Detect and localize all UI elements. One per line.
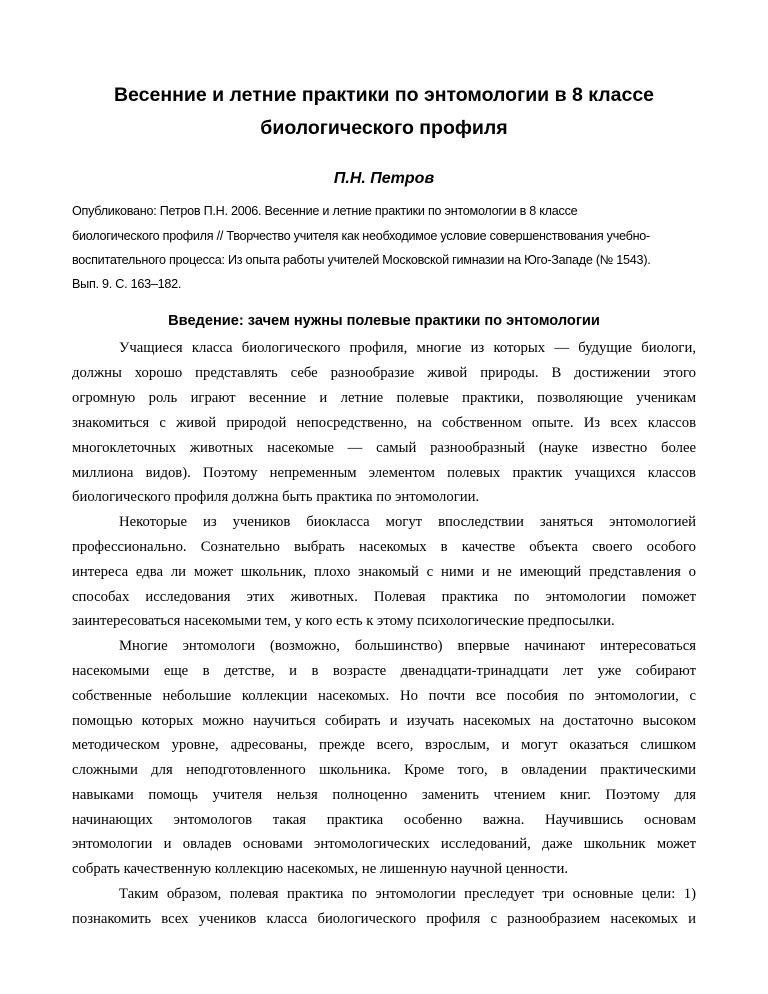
- body-text-line: познакомить всех учеников класса биологического профиля с разнообразием насекомых и: [72, 911, 696, 927]
- publication-line: биологического профиля // Творчество учителя как необходимое условие совершенствования учебно-: [72, 229, 650, 243]
- body-text-line: Таким образом, полевая практика по энтомологии преследует три основные цели: 1): [119, 886, 696, 902]
- body-text-line: навыками помощь учителя нельзя полноценно заменить чтением книг. Поэтому для: [72, 787, 696, 803]
- body-text-line: Многие энтомологи (возможно, большинство) впервые начинают интересоваться: [119, 638, 696, 654]
- body-text-line: собственные небольшие коллекции насекомых. Но почти все пособия по энтомологии, с: [72, 688, 696, 704]
- document-title-line-2: биологического профиля: [260, 117, 508, 139]
- document-title-line-1: Весенние и летние практики по энтомологии в 8 классе: [113, 84, 655, 106]
- author-name: П.Н. Петров: [333, 170, 435, 187]
- publication-line: Вып. 9. С. 163–182.: [72, 277, 182, 291]
- body-text-line: заинтересоваться насекомыми тем, у кого есть к этому психологические предпосылки.: [72, 613, 615, 629]
- body-text-line: знакомиться с живой природой непосредственно, на собственном опыте. Из всех классов: [72, 415, 696, 431]
- body-text-line: собрать качественную коллекцию насекомых, не лишенную научной ценности.: [72, 861, 569, 877]
- body-text-line: помощью которых можно научиться собирать и изучать насекомых на достаточно высоком: [72, 713, 696, 729]
- section-heading: Введение: зачем нужны полевые практики по энтомологии: [168, 313, 600, 329]
- body-text-line: интереса едва ли может школьник, плохо знакомый с ними и не имеющий представления о: [72, 564, 696, 580]
- body-text-line: миллиона видов). Поэтому непременным элементом полевых практик учащихся классов: [72, 465, 696, 481]
- body-text-line: начинающих энтомологов такая практика особенно важна. Научившись основам: [72, 812, 696, 828]
- body-text-line: биологического профиля должна быть практика по энтомологии.: [72, 489, 480, 505]
- body-text-line: многоклеточных животных насекомые — самый разнообразный (науке известно более: [72, 440, 696, 456]
- publication-line: воспитательного процесса: Из опыта работы учителей Московской гимназии на Юго-Западе (№ 1543).: [72, 253, 651, 267]
- body-text-line: способах исследования этих животных. Полевая практика по энтомологии поможет: [72, 589, 696, 605]
- body-text-line: Учащиеся класса биологического профиля, многие из которых — будущие биологи,: [119, 340, 696, 356]
- body-text-line: огромную роль играют весенние и летние полевые практики, позволяющие ученикам: [72, 390, 696, 406]
- body-text-line: профессионально. Сознательно выбрать насекомых в качестве объекта своего особого: [72, 539, 696, 555]
- body-text-line: методическом уровне, адресованы, прежде всего, взрослым, и могут оказаться слишком: [72, 737, 696, 753]
- body-text-line: энтомологии и овладев основами энтомологических исследований, даже школьник может: [72, 836, 696, 852]
- body-text-line: насекомыми еще в детстве, и в возрасте двенадцати-тринадцати лет уже собирают: [72, 663, 696, 679]
- publication-line: Опубликовано: Петров П.Н. 2006. Весенние и летние практики по энтомологии в 8 классе: [72, 204, 578, 218]
- body-text-line: Некоторые из учеников биокласса могут впоследствии заняться энтомологией: [119, 514, 696, 530]
- body-text-line: должны хорошо представлять себе разнообразие живой природы. В достижении этого: [72, 365, 696, 381]
- body-text-line: сложными для неподготовленного школьника. Кроме того, в овладении практическими: [72, 762, 696, 778]
